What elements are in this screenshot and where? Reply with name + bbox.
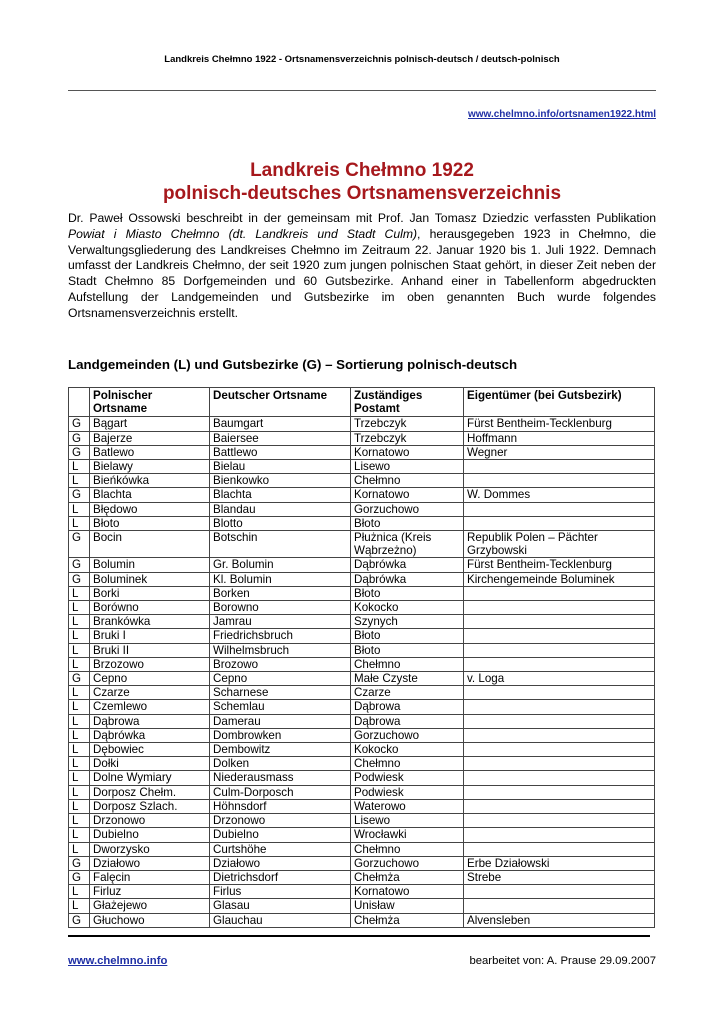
running-header: Landkreis Chełmno 1922 - Ortsnamensverzeichnis polnisch-deutsch / deutsch-polnisch: [164, 54, 560, 65]
cell-postal-office: Kornatowo: [351, 445, 464, 459]
cell-postal-office: Lisewo: [351, 814, 464, 828]
cell-polish-name: Błoto: [90, 516, 210, 530]
cell-owner: [464, 728, 655, 742]
cell-type: L: [69, 643, 90, 657]
table-row: [69, 785, 655, 799]
cell-owner: [464, 700, 655, 714]
cell-type: G: [69, 445, 90, 459]
cell-owner: [464, 460, 655, 474]
cell-german-name: Dombrowken: [210, 728, 351, 742]
cell-polish-name: Dębowiec: [90, 743, 210, 757]
cell-owner: Hoffmann: [464, 431, 655, 445]
table-row: [69, 856, 655, 870]
cell-postal-office: Lisewo: [351, 460, 464, 474]
cell-polish-name: Bajerze: [90, 431, 210, 445]
cell-polish-name: Działowo: [90, 856, 210, 870]
cell-owner: [464, 885, 655, 899]
cell-postal-office: Chełmno: [351, 757, 464, 771]
cell-postal-office: Szynych: [351, 615, 464, 629]
cell-type: L: [69, 771, 90, 785]
cell-owner: [464, 743, 655, 757]
cell-type: G: [69, 856, 90, 870]
cell-polish-name: Blachta: [90, 488, 210, 502]
cell-type: L: [69, 460, 90, 474]
cell-postal-office: Błoto: [351, 516, 464, 530]
table-row: [69, 657, 655, 671]
cell-postal-office: Kornatowo: [351, 488, 464, 502]
cell-polish-name: Głuchowo: [90, 913, 210, 927]
cell-owner: [464, 586, 655, 600]
cell-owner: [464, 615, 655, 629]
table-row: [69, 728, 655, 742]
cell-german-name: Drzonowo: [210, 814, 351, 828]
intro-paragraph: [68, 211, 656, 322]
footer-editor: bearbeitet von: A. Prause 29.09.2007: [469, 955, 656, 967]
cell-polish-name: Bągart: [90, 417, 210, 431]
cell-german-name: Borken: [210, 586, 351, 600]
cell-owner: Wegner: [464, 445, 655, 459]
cell-german-name: Gr. Bolumin: [210, 558, 351, 572]
table-row: [69, 771, 655, 785]
table-row: [69, 799, 655, 813]
table-row: [69, 629, 655, 643]
table-row: [69, 842, 655, 856]
cell-postal-office: Dąbrówka: [351, 572, 464, 586]
cell-polish-name: Dorposz Szlach.: [90, 799, 210, 813]
cell-type: L: [69, 629, 90, 643]
table-row: [69, 870, 655, 884]
cell-polish-name: Dorposz Chełm.: [90, 785, 210, 799]
header-rule: [68, 90, 656, 91]
table-row: [69, 488, 655, 502]
cell-german-name: Baumgart: [210, 417, 351, 431]
cell-owner: W. Dommes: [464, 488, 655, 502]
table-row: [69, 431, 655, 445]
cell-owner: [464, 785, 655, 799]
cell-type: G: [69, 488, 90, 502]
cell-german-name: Jamrau: [210, 615, 351, 629]
cell-german-name: Dubielno: [210, 828, 351, 842]
cell-polish-name: Falęcin: [90, 870, 210, 884]
cell-postal-office: Gorzuchowo: [351, 856, 464, 870]
table-row: [69, 700, 655, 714]
cell-german-name: Kl. Bolumin: [210, 572, 351, 586]
cell-owner: [464, 799, 655, 813]
cell-polish-name: Bielawy: [90, 460, 210, 474]
cell-type: L: [69, 516, 90, 530]
footer-rule: [68, 935, 650, 937]
table-row: [69, 885, 655, 899]
cell-polish-name: Bruki II: [90, 643, 210, 657]
cell-type: G: [69, 558, 90, 572]
table-row: [69, 899, 655, 913]
cell-polish-name: Błędowo: [90, 502, 210, 516]
cell-polish-name: Bieńkówka: [90, 474, 210, 488]
header-postal-office: Zuständiges Postamt: [351, 388, 464, 417]
cell-owner: Kirchengemeinde Boluminek: [464, 572, 655, 586]
header-polish-name: Polnischer Ortsname: [90, 388, 210, 417]
header-owner: Eigentümer (bei Gutsbezirk): [464, 388, 655, 417]
cell-postal-office: Kornatowo: [351, 885, 464, 899]
cell-postal-office: Błoto: [351, 643, 464, 657]
cell-owner: [464, 842, 655, 856]
table-row: [69, 615, 655, 629]
cell-german-name: Glauchau: [210, 913, 351, 927]
section-heading: Landgemeinden (L) und Gutsbezirke (G) – Sortierung polnisch-deutsch: [68, 357, 518, 372]
cell-owner: [464, 657, 655, 671]
cell-postal-office: Dąbrówka: [351, 558, 464, 572]
table-row: [69, 558, 655, 572]
cell-owner: [464, 474, 655, 488]
cell-type: L: [69, 657, 90, 671]
cell-postal-office: Kokocko: [351, 601, 464, 615]
cell-owner: v. Loga: [464, 672, 655, 686]
table-row: [69, 572, 655, 586]
cell-german-name: Działowo: [210, 856, 351, 870]
intro-text-end: , herausgegeben 1923 in Chełmno, die Verwaltungsgliederung des Landkreises Chełmno im Zeitraum 22. Januar 1920 bis 1. Juli 1922. Demnach umfasst der Landkreis Chełmno, der seit 1920 zum jungen polnischen Staat gehört, in dieser Zeit neben der Stadt Chełmno 85 Dorfgemeinden und 60 Gutsbezirke. Anhand einer in Tabellenform abgedruckten Aufstellung der Landgemeinden und Gutsbezirke im oben genannten Buch wurde folgendes Ortsnamensverzeichnis erstellt.: [68, 226, 656, 320]
cell-owner: [464, 516, 655, 530]
cell-type: L: [69, 474, 90, 488]
cell-owner: Fürst Bentheim-Tecklenburg: [464, 558, 655, 572]
cell-german-name: Bienkowko: [210, 474, 351, 488]
cell-type: L: [69, 899, 90, 913]
cell-postal-office: Dąbrowa: [351, 714, 464, 728]
table-row: [69, 516, 655, 530]
cell-postal-office: Płużnica (Kreis Wąbrzeżno): [351, 531, 464, 558]
cell-german-name: Schemlau: [210, 700, 351, 714]
cell-german-name: Blandau: [210, 502, 351, 516]
cell-polish-name: Brzozowo: [90, 657, 210, 671]
cell-owner: [464, 686, 655, 700]
cell-postal-office: Małe Czyste: [351, 672, 464, 686]
table-row: [69, 643, 655, 657]
cell-polish-name: Dołki: [90, 757, 210, 771]
cell-type: L: [69, 601, 90, 615]
cell-owner: Fürst Bentheim-Tecklenburg: [464, 417, 655, 431]
cell-postal-office: Trzebczyk: [351, 431, 464, 445]
table-row: [69, 743, 655, 757]
cell-polish-name: Dolne Wymiary: [90, 771, 210, 785]
header-type: [69, 388, 90, 417]
table-row: [69, 714, 655, 728]
cell-type: G: [69, 672, 90, 686]
table-row: [69, 445, 655, 459]
cell-polish-name: Czemlewo: [90, 700, 210, 714]
cell-owner: [464, 601, 655, 615]
cell-postal-office: Gorzuchowo: [351, 728, 464, 742]
cell-owner: Republik Polen – Pächter Grzybowski: [464, 531, 655, 558]
table-row: [69, 502, 655, 516]
cell-polish-name: Brankówka: [90, 615, 210, 629]
cell-polish-name: Głażejewo: [90, 899, 210, 913]
cell-owner: [464, 899, 655, 913]
cell-type: L: [69, 502, 90, 516]
table-row: [69, 474, 655, 488]
cell-german-name: Blachta: [210, 488, 351, 502]
cell-polish-name: Drzonowo: [90, 814, 210, 828]
cell-owner: [464, 828, 655, 842]
cell-type: G: [69, 913, 90, 927]
book-title: Powiat i Miasto Chełmno (dt. Landkreis und Stadt Culm): [68, 226, 418, 241]
header-german-name: Deutscher Ortsname: [210, 388, 351, 417]
cell-german-name: Borowno: [210, 601, 351, 615]
table-row: [69, 586, 655, 600]
cell-postal-office: Błoto: [351, 629, 464, 643]
cell-type: L: [69, 814, 90, 828]
cell-type: G: [69, 572, 90, 586]
table-row: [69, 828, 655, 842]
cell-polish-name: Dąbrówka: [90, 728, 210, 742]
cell-polish-name: Batlewo: [90, 445, 210, 459]
cell-type: L: [69, 686, 90, 700]
table-row: [69, 757, 655, 771]
cell-postal-office: Dąbrowa: [351, 700, 464, 714]
cell-german-name: Curtshöhe: [210, 842, 351, 856]
footer-link[interactable]: www.chelmno.info: [68, 955, 168, 967]
cell-polish-name: Bolumin: [90, 558, 210, 572]
cell-german-name: Battlewo: [210, 445, 351, 459]
cell-postal-office: Kokocko: [351, 743, 464, 757]
cell-postal-office: Podwiesk: [351, 785, 464, 799]
cell-type: L: [69, 714, 90, 728]
intro-text-start: Dr. Paweł Ossowski beschreibt in der gemeinsam mit Prof. Jan Tomasz Dziedzic verfassten Publikation: [68, 211, 656, 225]
cell-german-name: Niederausmass: [210, 771, 351, 785]
table-body: [69, 417, 655, 927]
cell-type: L: [69, 885, 90, 899]
table-row: [69, 814, 655, 828]
cell-german-name: Friedrichsbruch: [210, 629, 351, 643]
cell-type: G: [69, 870, 90, 884]
document-title: [68, 159, 656, 205]
cell-postal-office: Chełmno: [351, 842, 464, 856]
cell-postal-office: Chełmno: [351, 657, 464, 671]
cell-german-name: Höhnsdorf: [210, 799, 351, 813]
cell-german-name: Bielau: [210, 460, 351, 474]
cell-owner: [464, 757, 655, 771]
cell-german-name: Cepno: [210, 672, 351, 686]
place-names-table: [68, 387, 654, 928]
cell-type: L: [69, 615, 90, 629]
table-row: [69, 531, 655, 558]
cell-owner: [464, 629, 655, 643]
table-header-row: [69, 388, 655, 417]
cell-type: G: [69, 431, 90, 445]
cell-type: L: [69, 728, 90, 742]
cell-polish-name: Czarze: [90, 686, 210, 700]
cell-type: L: [69, 785, 90, 799]
cell-postal-office: Wrocławki: [351, 828, 464, 842]
cell-polish-name: Bocin: [90, 531, 210, 558]
cell-type: G: [69, 417, 90, 431]
cell-owner: Alvensleben: [464, 913, 655, 927]
cell-postal-office: Podwiesk: [351, 771, 464, 785]
cell-owner: [464, 814, 655, 828]
table-row: [69, 601, 655, 615]
cell-type: L: [69, 743, 90, 757]
cell-postal-office: Chełmno: [351, 474, 464, 488]
cell-german-name: Dembowitz: [210, 743, 351, 757]
cell-postal-office: Chełmża: [351, 870, 464, 884]
cell-type: L: [69, 842, 90, 856]
cell-german-name: Culm-Dorposch: [210, 785, 351, 799]
cell-polish-name: Dubielno: [90, 828, 210, 842]
cell-german-name: Blotto: [210, 516, 351, 530]
title-line-2: polnisch-deutsches Ortsnamensverzeichnis: [162, 183, 562, 204]
cell-german-name: Wilhelmsbruch: [210, 643, 351, 657]
cell-postal-office: Trzebczyk: [351, 417, 464, 431]
cell-postal-office: Waterowo: [351, 799, 464, 813]
cell-german-name: Damerau: [210, 714, 351, 728]
cell-type: L: [69, 757, 90, 771]
cell-postal-office: Błoto: [351, 586, 464, 600]
cell-polish-name: Dąbrowa: [90, 714, 210, 728]
cell-polish-name: Borki: [90, 586, 210, 600]
cell-type: L: [69, 586, 90, 600]
table-row: [69, 417, 655, 431]
cell-german-name: Firlus: [210, 885, 351, 899]
cell-postal-office: Unisław: [351, 899, 464, 913]
cell-german-name: Dietrichsdorf: [210, 870, 351, 884]
cell-german-name: Botschin: [210, 531, 351, 558]
cell-type: L: [69, 799, 90, 813]
title-line-1: Landkreis Chełmno 1922: [250, 160, 474, 181]
cell-owner: [464, 502, 655, 516]
cell-german-name: Baiersee: [210, 431, 351, 445]
cell-german-name: Brozowo: [210, 657, 351, 671]
cell-owner: [464, 771, 655, 785]
cell-polish-name: Borówno: [90, 601, 210, 615]
cell-postal-office: Gorzuchowo: [351, 502, 464, 516]
cell-polish-name: Dworzysko: [90, 842, 210, 856]
cell-owner: Erbe Działowski: [464, 856, 655, 870]
cell-owner: [464, 643, 655, 657]
cell-owner: [464, 714, 655, 728]
table-row: [69, 460, 655, 474]
cell-type: G: [69, 531, 90, 558]
cell-german-name: Glasau: [210, 899, 351, 913]
source-link[interactable]: www.chelmno.info/ortsnamen1922.html: [468, 109, 656, 120]
cell-polish-name: Firluz: [90, 885, 210, 899]
cell-type: L: [69, 828, 90, 842]
cell-postal-office: Chełmża: [351, 913, 464, 927]
cell-type: L: [69, 700, 90, 714]
cell-postal-office: Czarze: [351, 686, 464, 700]
cell-owner: Strebe: [464, 870, 655, 884]
cell-german-name: Scharnese: [210, 686, 351, 700]
table-row: [69, 686, 655, 700]
table-row: [69, 672, 655, 686]
cell-polish-name: Boluminek: [90, 572, 210, 586]
table-row: [69, 913, 655, 927]
cell-polish-name: Cepno: [90, 672, 210, 686]
cell-polish-name: Bruki I: [90, 629, 210, 643]
cell-german-name: Dolken: [210, 757, 351, 771]
